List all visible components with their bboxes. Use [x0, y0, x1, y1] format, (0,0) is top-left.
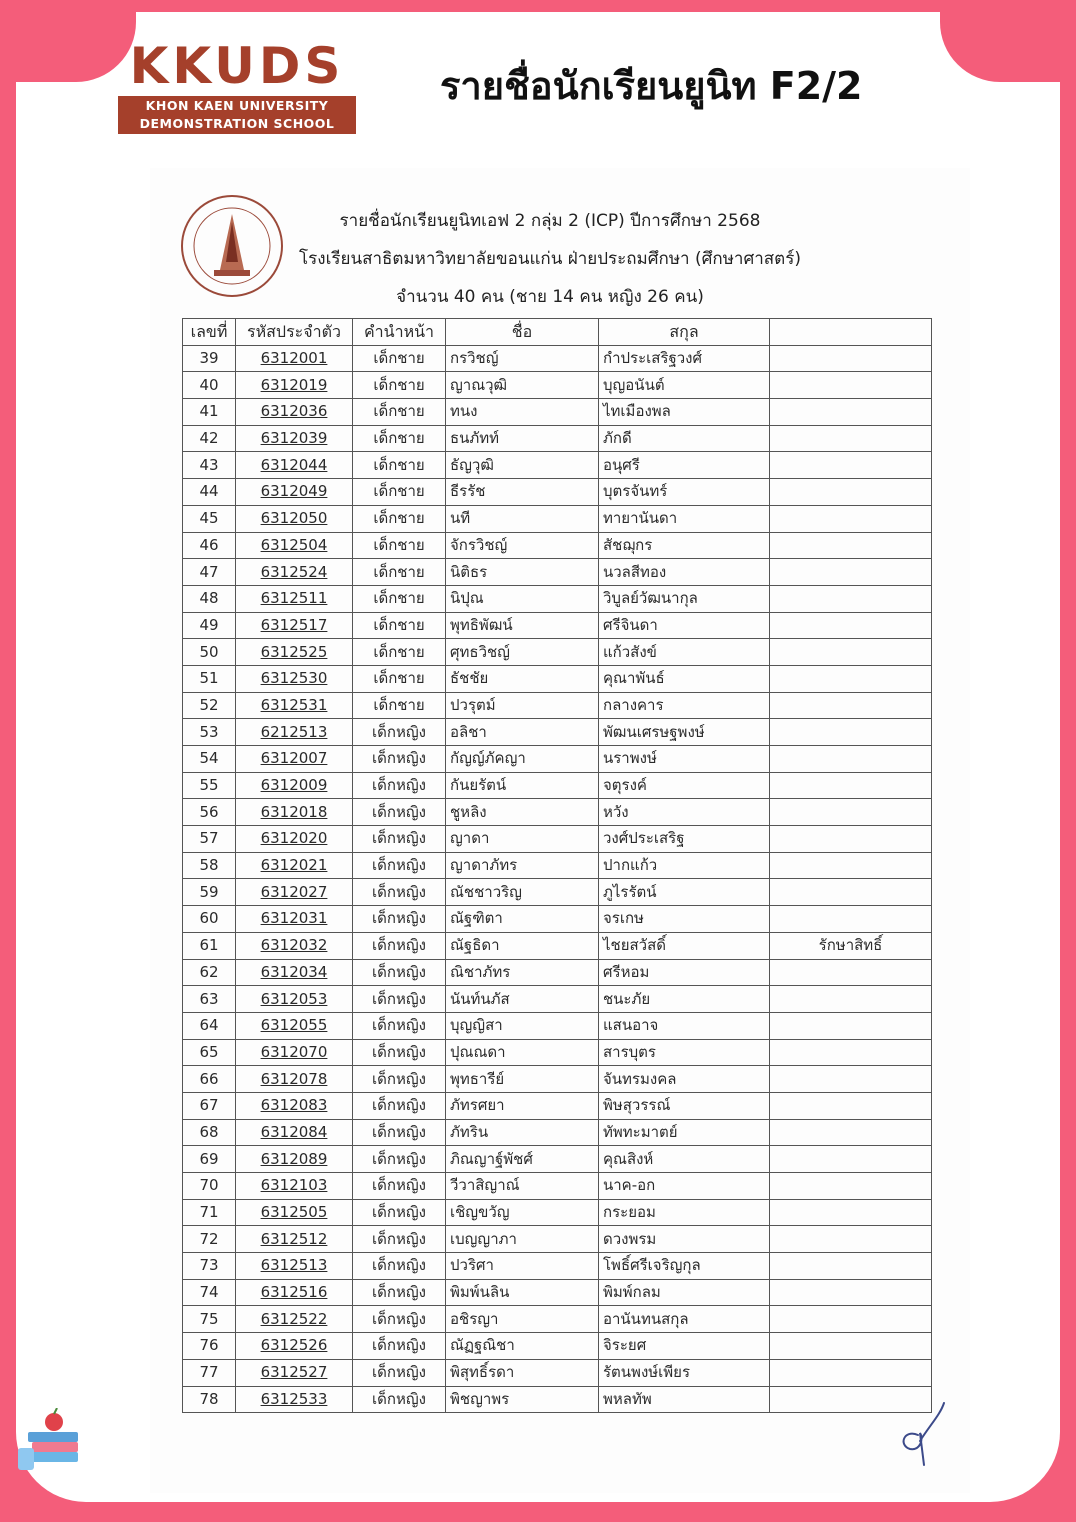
- student-id: 6312055: [236, 1012, 353, 1039]
- table-row: [183, 372, 932, 399]
- school-seal-icon: [180, 192, 284, 300]
- first-name: กันยรัตน์: [446, 772, 599, 799]
- row-number: 75: [183, 1306, 236, 1333]
- remark: [770, 505, 932, 532]
- table-row: [183, 906, 932, 933]
- title-prefix: เด็กชาย: [353, 479, 446, 506]
- column-header: สกุล: [599, 319, 770, 346]
- table-row: [183, 719, 932, 746]
- remark: [770, 1306, 932, 1333]
- table-row: [183, 1173, 932, 1200]
- first-name: ธัชชัย: [446, 665, 599, 692]
- table-row: [183, 1226, 932, 1253]
- last-name: อานันทนสกุล: [599, 1306, 770, 1333]
- table-row: [183, 986, 932, 1013]
- first-name: พิสุทธิ์รดา: [446, 1359, 599, 1386]
- last-name: พิมพ์กลม: [599, 1279, 770, 1306]
- first-name: วีวาสิญาณ์: [446, 1173, 599, 1200]
- last-name: ศรีจินดา: [599, 612, 770, 639]
- student-id: 6312007: [236, 746, 353, 773]
- remark: [770, 1199, 932, 1226]
- logo-subtitle-line-1: KHON KAEN UNIVERSITY: [145, 98, 329, 113]
- last-name: กระยอม: [599, 1199, 770, 1226]
- row-number: 51: [183, 665, 236, 692]
- title-prefix: เด็กหญิง: [353, 1066, 446, 1093]
- student-id: 6312517: [236, 612, 353, 639]
- title-prefix: เด็กหญิง: [353, 1146, 446, 1173]
- remark: [770, 1173, 932, 1200]
- title-prefix: เด็กหญิง: [353, 1306, 446, 1333]
- remark: [770, 719, 932, 746]
- first-name: ปวรุตม์: [446, 692, 599, 719]
- table-row: [183, 1146, 932, 1173]
- title-prefix: เด็กหญิง: [353, 1279, 446, 1306]
- row-number: 50: [183, 639, 236, 666]
- last-name: อนุศรี: [599, 452, 770, 479]
- last-name: พหลทัพ: [599, 1386, 770, 1413]
- student-id: 6212513: [236, 719, 353, 746]
- remark: [770, 1226, 932, 1253]
- title-prefix: เด็กหญิง: [353, 826, 446, 853]
- first-name: เบญญาภา: [446, 1226, 599, 1253]
- title-prefix: เด็กหญิง: [353, 1333, 446, 1360]
- first-name: อชิรญา: [446, 1306, 599, 1333]
- logo-subtitle: [118, 96, 356, 134]
- student-id: 6312522: [236, 1306, 353, 1333]
- first-name: บุญญิสา: [446, 1012, 599, 1039]
- remark: [770, 532, 932, 559]
- row-number: 78: [183, 1386, 236, 1413]
- student-id: 6312084: [236, 1119, 353, 1146]
- title-prefix: เด็กหญิง: [353, 932, 446, 959]
- title-prefix: เด็กหญิง: [353, 1226, 446, 1253]
- student-id: 6312530: [236, 665, 353, 692]
- student-id: 6312018: [236, 799, 353, 826]
- table-row: [183, 345, 932, 372]
- remark: [770, 1146, 932, 1173]
- first-name: ศุทธวิชญ์: [446, 639, 599, 666]
- first-name: นิปุณ: [446, 585, 599, 612]
- title-prefix: เด็กชาย: [353, 425, 446, 452]
- student-id: 6312031: [236, 906, 353, 933]
- remark: [770, 452, 932, 479]
- first-name: อลิชา: [446, 719, 599, 746]
- row-number: 71: [183, 1199, 236, 1226]
- last-name: วิบูลย์วัฒนากุล: [599, 585, 770, 612]
- student-id: 6312078: [236, 1066, 353, 1093]
- table-header-row: [183, 319, 932, 346]
- row-number: 54: [183, 746, 236, 773]
- first-name: ภัทริน: [446, 1119, 599, 1146]
- first-name: พิชญาพร: [446, 1386, 599, 1413]
- row-number: 60: [183, 906, 236, 933]
- remark: [770, 639, 932, 666]
- row-number: 76: [183, 1333, 236, 1360]
- last-name: หวัง: [599, 799, 770, 826]
- last-name: พัฒนเศรษฐพงษ์: [599, 719, 770, 746]
- row-number: 57: [183, 826, 236, 853]
- last-name: โพธิ์ศรีเจริญกุล: [599, 1253, 770, 1280]
- row-number: 45: [183, 505, 236, 532]
- table-row: [183, 826, 932, 853]
- student-id: 6312053: [236, 986, 353, 1013]
- row-number: 39: [183, 345, 236, 372]
- first-name: ปุณณดา: [446, 1039, 599, 1066]
- row-number: 44: [183, 479, 236, 506]
- title-prefix: เด็กชาย: [353, 532, 446, 559]
- column-header: [770, 319, 932, 346]
- first-name: ธีรรัช: [446, 479, 599, 506]
- remark: [770, 612, 932, 639]
- remark: [770, 879, 932, 906]
- student-id: 6312044: [236, 452, 353, 479]
- row-number: 67: [183, 1092, 236, 1119]
- last-name: จตุรงค์: [599, 772, 770, 799]
- row-number: 59: [183, 879, 236, 906]
- row-number: 49: [183, 612, 236, 639]
- last-name: สัชฌุกร: [599, 532, 770, 559]
- student-id: 6312021: [236, 852, 353, 879]
- row-number: 77: [183, 1359, 236, 1386]
- title-prefix: เด็กหญิง: [353, 986, 446, 1013]
- table-row: [183, 932, 932, 959]
- student-id: 6312009: [236, 772, 353, 799]
- student-id: 6312036: [236, 399, 353, 426]
- table-row: [183, 639, 932, 666]
- row-number: 52: [183, 692, 236, 719]
- row-number: 53: [183, 719, 236, 746]
- student-id: 6312526: [236, 1333, 353, 1360]
- title-prefix: เด็กหญิง: [353, 959, 446, 986]
- table-row: [183, 479, 932, 506]
- row-number: 58: [183, 852, 236, 879]
- table-row: [183, 425, 932, 452]
- last-name: ทายานันดา: [599, 505, 770, 532]
- table-row: [183, 399, 932, 426]
- remark: [770, 1039, 932, 1066]
- books-apple-icon: [14, 1408, 84, 1472]
- table-row: [183, 1039, 932, 1066]
- row-number: 48: [183, 585, 236, 612]
- first-name: เชิญขวัญ: [446, 1199, 599, 1226]
- last-name: ชนะภัย: [599, 986, 770, 1013]
- last-name: แสนอาจ: [599, 1012, 770, 1039]
- first-name: จักรวิชญ์: [446, 532, 599, 559]
- student-id: 6312505: [236, 1199, 353, 1226]
- table-row: [183, 1199, 932, 1226]
- row-number: 73: [183, 1253, 236, 1280]
- student-id: 6312533: [236, 1386, 353, 1413]
- title-prefix: เด็กชาย: [353, 559, 446, 586]
- first-name: นันท์นภัส: [446, 986, 599, 1013]
- table-row: [183, 1333, 932, 1360]
- row-number: 56: [183, 799, 236, 826]
- title-prefix: เด็กหญิง: [353, 1199, 446, 1226]
- table-row: [183, 1066, 932, 1093]
- remark: [770, 1279, 932, 1306]
- first-name: ญาดาภัทร: [446, 852, 599, 879]
- column-header: รหัสประจำตัว: [236, 319, 353, 346]
- student-id: 6312089: [236, 1146, 353, 1173]
- first-name: ชูหลิง: [446, 799, 599, 826]
- title-prefix: เด็กหญิง: [353, 1039, 446, 1066]
- table-row: [183, 1386, 932, 1413]
- last-name: กำประเสริฐวงศ์: [599, 345, 770, 372]
- first-name: ปวริศา: [446, 1253, 599, 1280]
- table-row: [183, 852, 932, 879]
- first-name: กรวิชญ์: [446, 345, 599, 372]
- table-row: [183, 532, 932, 559]
- remark: [770, 1066, 932, 1093]
- row-number: 41: [183, 399, 236, 426]
- remark: [770, 772, 932, 799]
- document-school: โรงเรียนสาธิตมหาวิทยาลัยขอนแก่น ฝ่ายประถมศึกษา (ศึกษาศาสตร์): [299, 249, 801, 269]
- table-row: [183, 799, 932, 826]
- title-prefix: เด็กหญิง: [353, 719, 446, 746]
- title-prefix: เด็กชาย: [353, 505, 446, 532]
- remark: [770, 585, 932, 612]
- student-id: 6312032: [236, 932, 353, 959]
- title-prefix: เด็กชาย: [353, 665, 446, 692]
- table-row: [183, 1279, 932, 1306]
- title-prefix: เด็กชาย: [353, 372, 446, 399]
- student-id: 6312525: [236, 639, 353, 666]
- first-name: ภัทรศยา: [446, 1092, 599, 1119]
- last-name: ศรีหอม: [599, 959, 770, 986]
- logo-wordmark: KKUDS: [129, 37, 345, 95]
- student-table: [182, 318, 932, 1413]
- table-row: [183, 612, 932, 639]
- last-name: แก้วสังข์: [599, 639, 770, 666]
- remark: [770, 479, 932, 506]
- last-name: ไทเมืองพล: [599, 399, 770, 426]
- student-id: 6312027: [236, 879, 353, 906]
- title-prefix: เด็กหญิง: [353, 906, 446, 933]
- title-prefix: เด็กชาย: [353, 692, 446, 719]
- title-prefix: เด็กชาย: [353, 585, 446, 612]
- student-id: 6312531: [236, 692, 353, 719]
- title-prefix: เด็กหญิง: [353, 852, 446, 879]
- last-name: ภักดี: [599, 425, 770, 452]
- first-name: กัญญ์ภัคญา: [446, 746, 599, 773]
- table-row: [183, 559, 932, 586]
- table-row: [183, 665, 932, 692]
- title-prefix: เด็กชาย: [353, 399, 446, 426]
- row-number: 62: [183, 959, 236, 986]
- table-row: [183, 1092, 932, 1119]
- student-id: 6312039: [236, 425, 353, 452]
- table-row: [183, 1253, 932, 1280]
- remark: [770, 345, 932, 372]
- row-number: 61: [183, 932, 236, 959]
- table-row: [183, 1119, 932, 1146]
- student-id: 6312504: [236, 532, 353, 559]
- remark: [770, 1359, 932, 1386]
- column-header: คำนำหน้า: [353, 319, 446, 346]
- table-row: [183, 879, 932, 906]
- student-id: 6312511: [236, 585, 353, 612]
- row-number: 46: [183, 532, 236, 559]
- row-number: 55: [183, 772, 236, 799]
- table-row: [183, 692, 932, 719]
- table-row: [183, 746, 932, 773]
- title-prefix: เด็กชาย: [353, 612, 446, 639]
- first-name: นที: [446, 505, 599, 532]
- table-row: [183, 1012, 932, 1039]
- last-name: ภูไรรัตน์: [599, 879, 770, 906]
- student-id: 6312524: [236, 559, 353, 586]
- first-name: ณัฏฐณิชา: [446, 1333, 599, 1360]
- row-number: 64: [183, 1012, 236, 1039]
- table-row: [183, 1359, 932, 1386]
- remark: [770, 799, 932, 826]
- student-id: 6312103: [236, 1173, 353, 1200]
- signature-icon: [890, 1395, 950, 1475]
- title-prefix: เด็กหญิง: [353, 879, 446, 906]
- title-prefix: เด็กหญิง: [353, 1012, 446, 1039]
- student-id: 6312083: [236, 1092, 353, 1119]
- student-id: 6312034: [236, 959, 353, 986]
- row-number: 43: [183, 452, 236, 479]
- remark: [770, 665, 932, 692]
- remark: [770, 1253, 932, 1280]
- remark: [770, 399, 932, 426]
- first-name: ทนง: [446, 399, 599, 426]
- first-name: ณัชชาวริญ: [446, 879, 599, 906]
- row-number: 42: [183, 425, 236, 452]
- table-row: [183, 772, 932, 799]
- remark: [770, 826, 932, 853]
- last-name: จันทรมงคล: [599, 1066, 770, 1093]
- title-prefix: เด็กชาย: [353, 639, 446, 666]
- last-name: บุตรจันทร์: [599, 479, 770, 506]
- column-header: ชื่อ: [446, 319, 599, 346]
- student-id: 6312516: [236, 1279, 353, 1306]
- last-name: ดวงพรม: [599, 1226, 770, 1253]
- last-name: ทัพทะมาตย์: [599, 1119, 770, 1146]
- remark: [770, 425, 932, 452]
- table-row: [183, 959, 932, 986]
- remark: [770, 559, 932, 586]
- first-name: ธนภัทท์: [446, 425, 599, 452]
- first-name: ภิณญาฐ์พัชศ์: [446, 1146, 599, 1173]
- remark: [770, 1092, 932, 1119]
- student-id: 6312527: [236, 1359, 353, 1386]
- remark: [770, 372, 932, 399]
- first-name: พุทธารีย์: [446, 1066, 599, 1093]
- last-name: นราพงษ์: [599, 746, 770, 773]
- student-id: 6312001: [236, 345, 353, 372]
- table-row: [183, 452, 932, 479]
- last-name: พิษสุวรรณ์: [599, 1092, 770, 1119]
- last-name: กลางคาร: [599, 692, 770, 719]
- last-name: บุญอนันต์: [599, 372, 770, 399]
- banner-title: รายชื่อนักเรียนยูนิท F2/2: [440, 64, 863, 108]
- remark: [770, 959, 932, 986]
- row-number: 74: [183, 1279, 236, 1306]
- title-prefix: เด็กชาย: [353, 345, 446, 372]
- first-name: ณิชาภัทร: [446, 959, 599, 986]
- row-number: 63: [183, 986, 236, 1013]
- remark: [770, 906, 932, 933]
- logo-subtitle-line-2: DEMONSTRATION SCHOOL: [139, 116, 335, 131]
- first-name: ธัญวุฒิ: [446, 452, 599, 479]
- remark: รักษาสิทธิ์: [770, 932, 932, 959]
- kkuds-logo: [118, 37, 356, 134]
- title-prefix: เด็กหญิง: [353, 1386, 446, 1413]
- remark: [770, 692, 932, 719]
- row-number: 72: [183, 1226, 236, 1253]
- last-name: คุณสิงห์: [599, 1146, 770, 1173]
- remark: [770, 1119, 932, 1146]
- title-prefix: เด็กหญิง: [353, 1119, 446, 1146]
- title-prefix: เด็กหญิง: [353, 746, 446, 773]
- remark: [770, 746, 932, 773]
- remark: [770, 852, 932, 879]
- row-number: 47: [183, 559, 236, 586]
- last-name: นวลสีทอง: [599, 559, 770, 586]
- first-name: นิติธร: [446, 559, 599, 586]
- row-number: 65: [183, 1039, 236, 1066]
- student-id: 6312070: [236, 1039, 353, 1066]
- row-number: 66: [183, 1066, 236, 1093]
- document-count: จำนวน 40 คน (ชาย 14 คน หญิง 26 คน): [396, 287, 704, 307]
- row-number: 69: [183, 1146, 236, 1173]
- remark: [770, 1333, 932, 1360]
- remark: [770, 1012, 932, 1039]
- last-name: รัตนพงษ์เพียร: [599, 1359, 770, 1386]
- last-name: สารบุตร: [599, 1039, 770, 1066]
- last-name: วงศ์ประเสริฐ: [599, 826, 770, 853]
- last-name: ปากแก้ว: [599, 852, 770, 879]
- student-id: 6312020: [236, 826, 353, 853]
- document-heading: รายชื่อนักเรียนยูนิทเอฟ 2 กลุ่ม 2 (ICP) ปีการศึกษา 2568: [339, 211, 761, 231]
- title-prefix: เด็กหญิง: [353, 1359, 446, 1386]
- last-name: คุณาพันธ์: [599, 665, 770, 692]
- title-prefix: เด็กหญิง: [353, 799, 446, 826]
- title-prefix: เด็กหญิง: [353, 1253, 446, 1280]
- first-name: ณัฐธิดา: [446, 932, 599, 959]
- student-id: 6312512: [236, 1226, 353, 1253]
- column-header: เลขที่: [183, 319, 236, 346]
- title-prefix: เด็กชาย: [353, 452, 446, 479]
- last-name: จรเกษ: [599, 906, 770, 933]
- table-row: [183, 505, 932, 532]
- title-prefix: เด็กหญิง: [353, 1092, 446, 1119]
- first-name: พิมพ์นลิน: [446, 1279, 599, 1306]
- table-row: [183, 585, 932, 612]
- student-id: 6312513: [236, 1253, 353, 1280]
- title-prefix: เด็กหญิง: [353, 772, 446, 799]
- student-id: 6312049: [236, 479, 353, 506]
- first-name: ณัฐฑิตา: [446, 906, 599, 933]
- row-number: 40: [183, 372, 236, 399]
- first-name: ญาณวุฒิ: [446, 372, 599, 399]
- title-prefix: เด็กหญิง: [353, 1173, 446, 1200]
- last-name: ไชยสวัสดิ์: [599, 932, 770, 959]
- last-name: นาค-อก: [599, 1173, 770, 1200]
- row-number: 68: [183, 1119, 236, 1146]
- first-name: ญาดา: [446, 826, 599, 853]
- last-name: จิระยศ: [599, 1333, 770, 1360]
- row-number: 70: [183, 1173, 236, 1200]
- first-name: พุทธิพัฒน์: [446, 612, 599, 639]
- table-row: [183, 1306, 932, 1333]
- remark: [770, 986, 932, 1013]
- student-id: 6312019: [236, 372, 353, 399]
- student-id: 6312050: [236, 505, 353, 532]
